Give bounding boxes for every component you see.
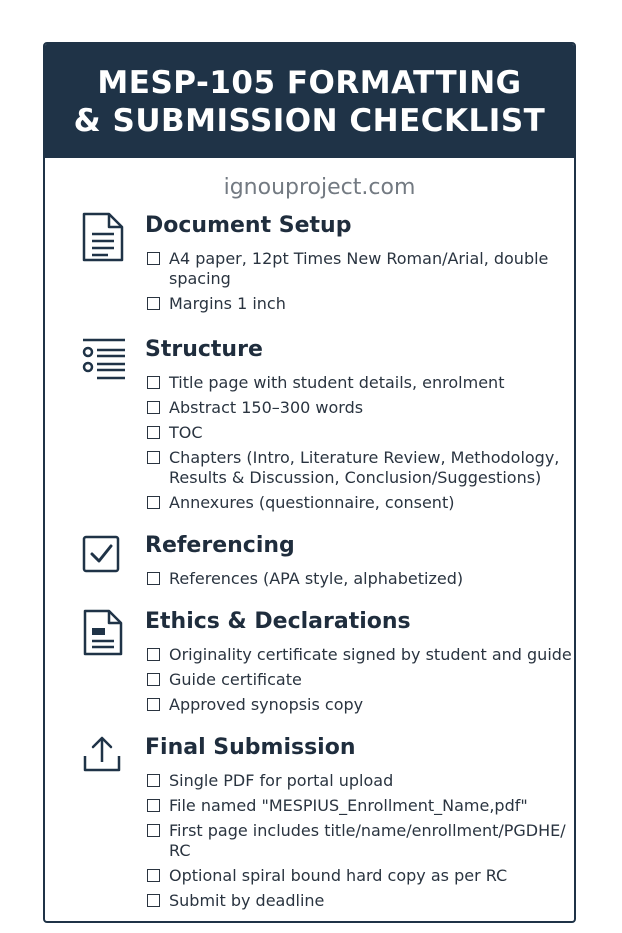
checklist xyxy=(147,569,575,594)
item-label: TOC xyxy=(169,423,203,442)
item-label: Chapters (Intro, Literature Review, Methodology, Results & Discussion, Conclusion/Suggestions) xyxy=(169,448,560,487)
section-title: Structure xyxy=(145,337,263,362)
checkbox[interactable] xyxy=(147,869,160,882)
checkbox[interactable] xyxy=(147,297,160,310)
item-label: Annexures (questionnaire, consent) xyxy=(169,493,455,512)
item-label: Approved synopsis copy xyxy=(169,695,364,714)
checklist xyxy=(147,249,575,319)
checkbox[interactable] xyxy=(147,376,160,389)
item-label: A4 paper, 12pt Times New Roman/Arial, double spacing xyxy=(169,249,549,288)
list-icon xyxy=(81,336,127,386)
certificate-icon xyxy=(81,608,127,658)
checkbox[interactable] xyxy=(147,426,160,439)
checklist-item xyxy=(147,448,575,488)
item-label: Margins 1 inch xyxy=(169,294,286,313)
item-label: References (APA style, alphabetized) xyxy=(169,569,464,588)
item-label: Originality certificate signed by student and guide xyxy=(169,645,572,664)
upload-icon xyxy=(81,734,127,784)
checklist-item xyxy=(147,569,575,589)
checkbox[interactable] xyxy=(147,648,160,661)
checklist-item xyxy=(147,398,575,418)
checkbox[interactable] xyxy=(147,799,160,812)
checklist-item xyxy=(147,423,575,443)
checkbox[interactable] xyxy=(147,252,160,265)
checklist-item xyxy=(147,695,575,715)
item-label: Submit by deadline xyxy=(169,891,325,910)
checklist-item xyxy=(147,294,575,314)
section-title: Ethics & Declarations xyxy=(145,609,411,634)
checklist xyxy=(147,771,575,916)
item-label: Optional spiral bound hard copy as per RC xyxy=(169,866,508,885)
item-label: Abstract 150–300 words xyxy=(169,398,364,417)
item-label: Single PDF for portal upload xyxy=(169,771,394,790)
title-line-1: MESP-105 FORMATTING xyxy=(97,65,522,101)
checkbox[interactable] xyxy=(147,774,160,787)
checklist-item xyxy=(147,645,575,665)
checkbox[interactable] xyxy=(147,698,160,711)
section-title: Final Submission xyxy=(145,735,356,760)
checkbox[interactable] xyxy=(147,824,160,837)
checklist xyxy=(147,645,575,720)
checklist-item xyxy=(147,249,575,289)
section-title: Document Setup xyxy=(145,213,352,238)
checkbox[interactable] xyxy=(147,572,160,585)
checklist-item xyxy=(147,821,575,861)
checklist-item xyxy=(147,796,575,816)
document-icon xyxy=(81,212,127,262)
checkbox[interactable] xyxy=(147,451,160,464)
checkbox[interactable] xyxy=(147,401,160,414)
site-name: ignouproject.com xyxy=(223,175,416,200)
checkbox[interactable] xyxy=(147,496,160,509)
checklist-item xyxy=(147,373,575,393)
checklist-item xyxy=(147,771,575,791)
checklist-item xyxy=(147,493,575,513)
title-line-2: & SUBMISSION CHECKLIST xyxy=(73,103,546,139)
checklist-item xyxy=(147,891,575,911)
item-label: First page includes title/name/enrollment/PGDHE/ RC xyxy=(169,821,566,860)
checklist xyxy=(147,373,575,518)
checklist-item xyxy=(147,670,575,690)
item-label: Guide certificate xyxy=(169,670,302,689)
section-title: Referencing xyxy=(145,533,295,558)
checkbox-icon xyxy=(81,532,127,582)
checkbox[interactable] xyxy=(147,673,160,686)
item-label: File named "MESPIUS_Enrollment_Name,pdf" xyxy=(169,796,528,815)
item-label: Title page with student details, enrolment xyxy=(169,373,505,392)
checkbox[interactable] xyxy=(147,894,160,907)
checklist-card xyxy=(43,42,576,923)
checklist-item xyxy=(147,866,575,886)
header-banner xyxy=(45,44,574,158)
